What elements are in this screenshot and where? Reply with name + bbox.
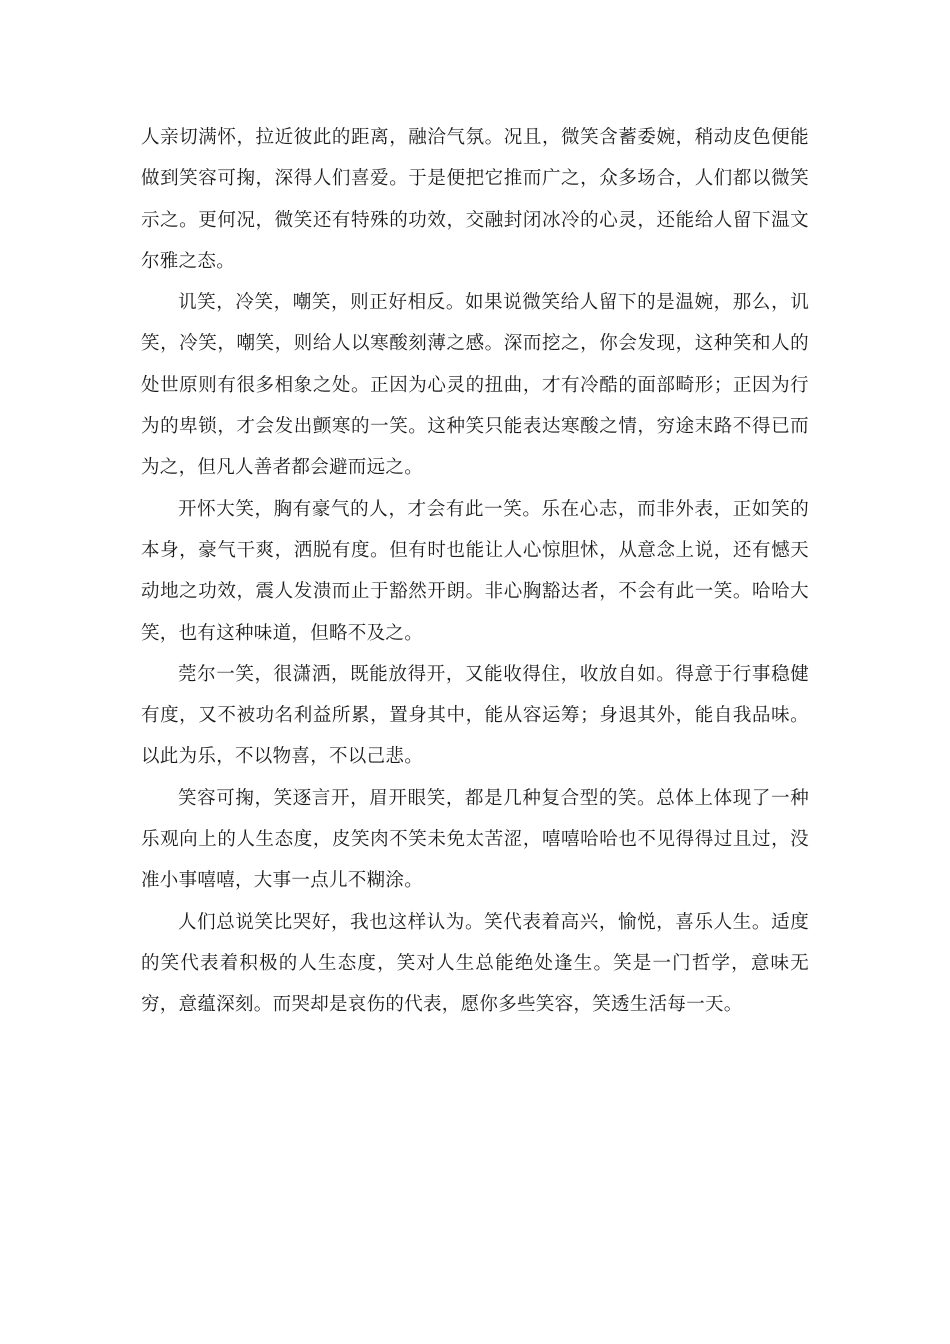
document-body (141, 117, 809, 1026)
paragraph-smile: 莞尔一笑，很潇洒，既能放得开，又能收得住，收放自如。得意于行事稳健有度，又不被功名利益所累，置身其中，能从容运筹；身退其外，能自我品味。以此为乐，不以物喜，不以己悲。 (141, 663, 809, 768)
paragraph-mocking-laugh: 讥笑，冷笑，嘲笑，则正好相反。如果说微笑给人留下的是温婉，那么，讥笑，冷笑，嘲笑，则给人以寒酸刻薄之感。深而挖之，你会发现，这种笑和人的处世原则有很多相象之处。正因为心灵的扭曲，才有冷酷的面部畸形；正因为行为的卑锁，才会发出颤寒的一笑。这种笑只能表达寒酸之情，穷途末路不得已而为之，但凡人善者都会避而远之。 (141, 292, 809, 479)
paragraph-hearty-laugh: 开怀大笑，胸有豪气的人，才会有此一笑。乐在心志，而非外表，正如笑的本身，豪气干爽，洒脱有度。但有时也能让人心惊胆怵，从意念上说，还有憾天动地之功效，震人发溃而止于豁然开朗。非心胸豁达者，不会有此一笑。哈哈大笑，也有这种味道，但略不及之。 (141, 498, 809, 644)
paragraph-conclusion: 人们总说笑比哭好，我也这样认为。笑代表着高兴，愉悦，喜乐人生。适度的笑代表着积极的人生态度，笑对人生总能绝处逢生。笑是一门哲学，意味无穷，意蕴深刻。而哭却是哀伤的代表，愿你多些笑容，笑透生活每一天。 (141, 911, 809, 1016)
paragraph-compound-laugh: 笑容可掬，笑逐言开，眉开眼笑，都是几种复合型的笑。总体上体现了一种乐观向上的人生态度，皮笑肉不笑未免太苦涩，嘻嘻哈哈也不见得得过且过，没准小事嘻嘻，大事一点儿不糊涂。 (141, 787, 809, 892)
paragraph-continuation: 人亲切满怀，拉近彼此的距离，融洽气氛。况且，微笑含蓄委婉，稍动皮色便能做到笑容可掬，深得人们喜爱。于是便把它推而广之，众多场合，人们都以微笑示之。更何况，微笑还有特殊的功效，交融封闭冰冷的心灵，还能给人留下温文尔雅之态。 (141, 127, 809, 272)
